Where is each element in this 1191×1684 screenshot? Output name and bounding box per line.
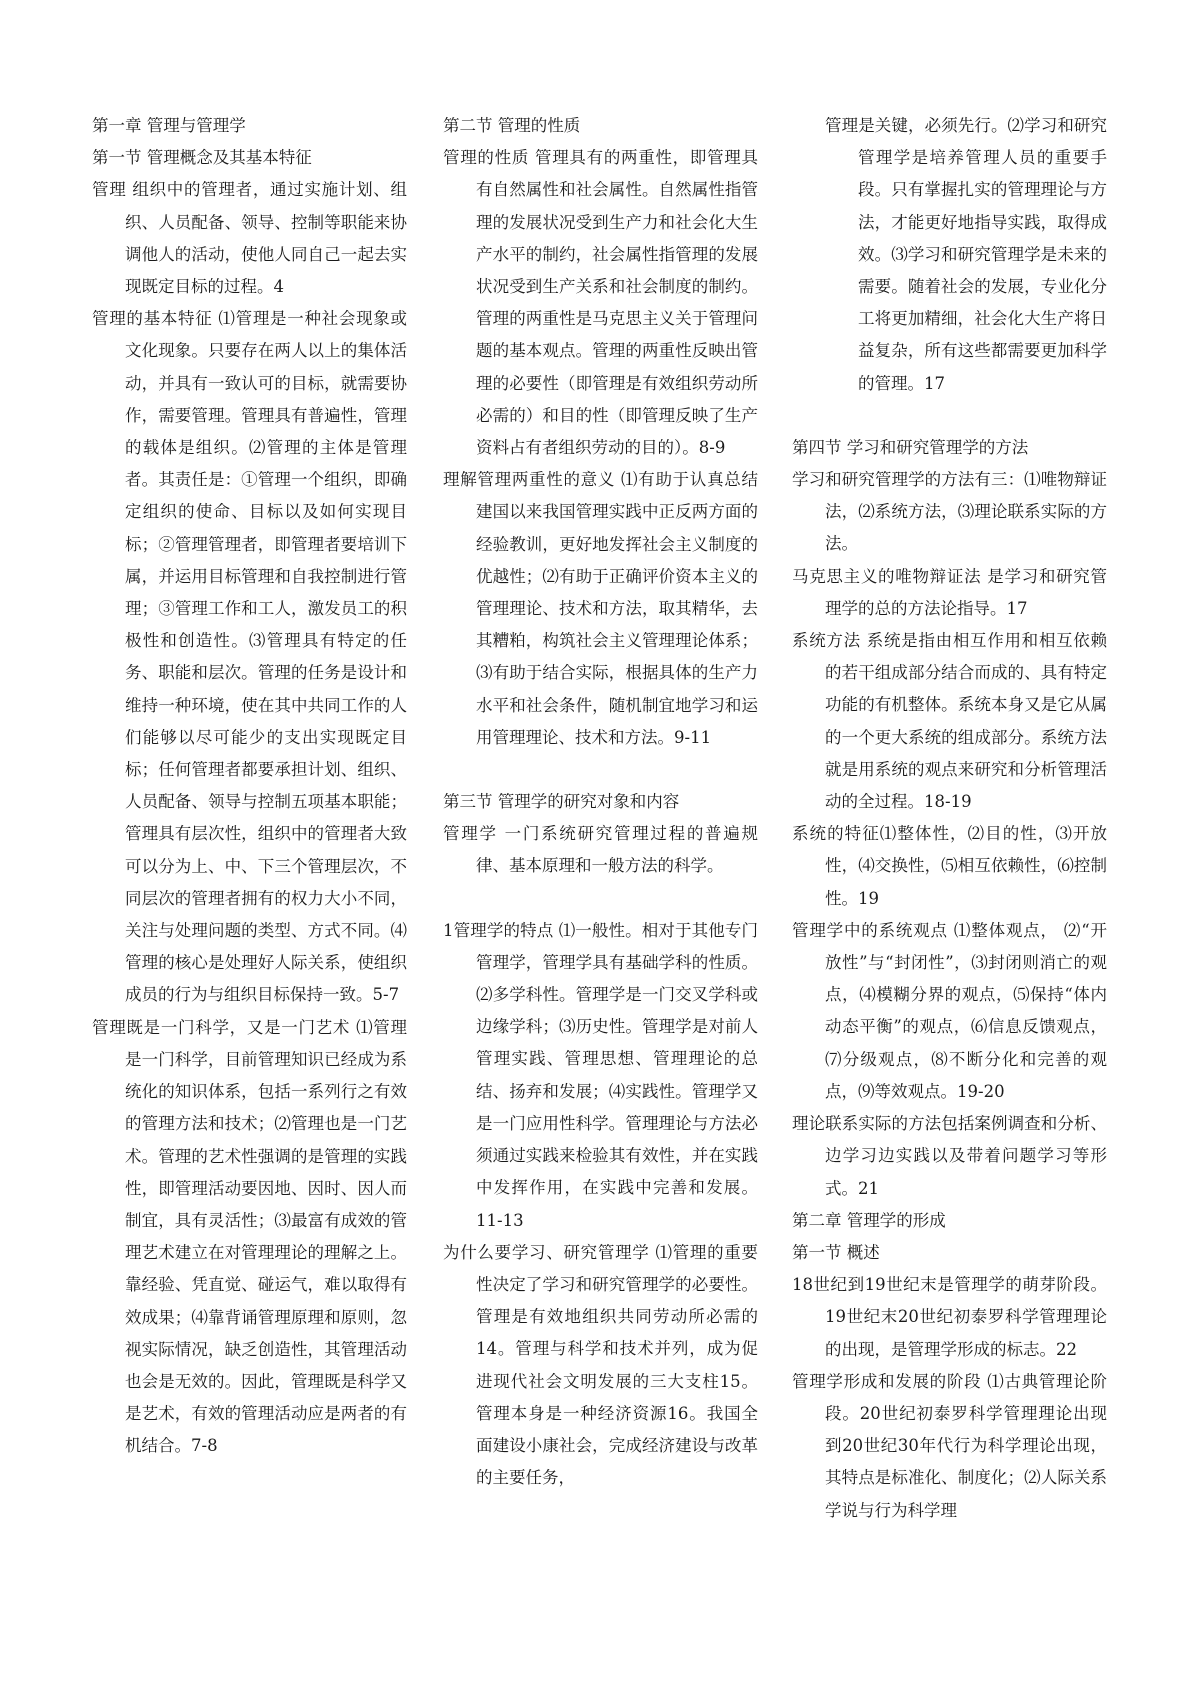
term-entry: 管理的性质 管理具有的两重性，即管理具有自然属性和社会属性。自然属性指管理的发展状况受到生产力和社会化大生产水平的制约，社会属性指管理的发展状况受到生产关系和社会制度的制约。管理的两重性是马克思主义关于管理问题的基本观点。管理的两重性反映出管理的必要性（即管理是有效组织劳动所必需的）和目的性（即管理反映了生产资料占有者组织劳动的目的）。8-9 xyxy=(443,148,758,458)
term-entry: 理论联系实际的方法包括案例调查和分析、边学习边实践以及带着问题学习等形式。21 xyxy=(792,1114,1107,1198)
section-heading: 第二节 管理的性质 xyxy=(443,116,581,135)
section-gap xyxy=(792,400,1107,432)
section-heading: 第一节 概述 xyxy=(792,1242,880,1262)
term-entry: 18世纪到19世纪末是管理学的萌芽阶段。19世纪末20世纪初泰罗科学管理理论的出现，是管理学形成的标志。22 xyxy=(792,1275,1107,1359)
term-entry: 管理学中的系统观点 ⑴整体观点， ⑵“开放性”与“封闭性”，⑶封闭则消亡的观点，⑷模糊分界的观点，⑸保持“体内动态平衡”的观点，⑹信息反馈观点，⑺分级观点，⑻不断分化和完善的观点，⑼等效观点。19-20 xyxy=(792,920,1107,1101)
section-gap xyxy=(443,754,758,786)
section-heading: 第四节 学习和研究管理学的方法 xyxy=(792,437,1029,457)
term-entry: 系统的特征⑴整体性，⑵目的性，⑶开放性，⑷交换性，⑸相互依赖性，⑹控制性。19 xyxy=(792,824,1107,908)
section-heading: 第一章 管理与管理学 xyxy=(92,116,246,135)
term-entry: 管理 组织中的管理者，通过实施计划、组织、人员配备、领导、控制等职能来协调他人的活动，使他人同自己一起去实现既定目标的过程。4 xyxy=(92,180,407,297)
section-heading: 第一节 管理概念及其基本特征 xyxy=(92,148,312,168)
term-entry: 系统方法 系统是指由相互作用和相互依赖的若干组成部分结合而成的、具有特定功能的有机整体。系统本身又是它从属的一个更大系统的组成部分。系统方法就是用系统的观点来研究和分析管理活动的全过程。18-19 xyxy=(792,631,1107,812)
section-gap xyxy=(443,883,758,915)
term-entry: 管理既是一门科学，又是一门艺术 ⑴管理是一门科学，目前管理知识已经成为系统化的知识体系，包括一系列行之有效的管理方法和技术；⑵管理也是一门艺术。管理的艺术性强调的是管理的实践性，即管理活动要因地、因时、因人而制宜，具有灵活性；⑶最富有成效的管理艺术建立在对管理理论的理解之上。靠经验、凭直觉、碰运气，难以取得有效成果；⑷靠背诵管理原理和原则，忽视实际情况，缺乏创造性，其管理活动也会是无效的。因此，管理既是科学又是艺术，有效的管理活动应是两者的有机结合。7-8 xyxy=(92,1017,407,1456)
section-heading: 第三节 管理学的研究对象和内容 xyxy=(443,792,680,812)
term-entry: 为什么要学习、研究管理学 ⑴管理的重要性决定了学习和研究管理学的必要性。管理是有效地组织共同劳动所必需的14。管理与科学和技术并列，成为促进现代社会文明发展的三大支柱15。管理本身是一种经济资源16。我国全面建设小康社会，完成经济建设与改革的主要任务， xyxy=(443,1242,758,1488)
column-1 xyxy=(92,110,407,1463)
term-entry: 学习和研究管理学的方法有三：⑴唯物辩证法，⑵系统方法，⑶理论联系实际的方法。 xyxy=(792,470,1107,554)
continued-text: 管理是关键，必须先行。⑵学习和研究管理学是培养管理人员的重要手段。只有掌握扎实的管理理论与方法，才能更好地指导实践，取得成效。⑶学习和研究管理学是未来的需要。随着社会的发展，专业化分工将更加精细，社会化大生产将日益复杂，所有这些都需要更加科学的管理。17 xyxy=(825,116,1107,393)
term-entry: 管理学形成和发展的阶段 ⑴古典管理论阶段。20世纪初泰罗科学管理理论出现到20世纪30年代行为科学理论出现，其特点是标准化、制度化；⑵人际关系学说与行为科学理 xyxy=(792,1371,1107,1520)
term-entry: 管理的基本特征 ⑴管理是一种社会现象或文化现象。只要存在两人以上的集体活动，并具有一致认可的目标，就需要协作，需要管理。管理具有普遍性，管理的载体是组织。⑵管理的主体是管理者。其责任是：①管理一个组织，即确定组织的使命、目标以及如何实现目标；②管理管理者，即管理者要培训下属，并运用目标管理和自我控制进行管理；③管理工作和工人，激发员工的积极性和创造性。⑶管理具有特定的任务、职能和层次。管理的任务是设计和维持一种环境，使在其中共同工作的人们能够以尽可能少的支出实现既定目标；任何管理者都要承担计划、组织、人员配备、领导与控制五项基本职能；管理具有层次性，组织中的管理者大致可以分为上、中、下三个管理层次，不同层次的管理者拥有的权力大小不同，关注与处理问题的类型、方式不同。⑷管理的核心是处理好人际关系，使组织成员的行为与组织目标保持一致。5-7 xyxy=(92,309,407,1005)
column-2 xyxy=(443,110,758,1494)
term-entry: 马克思主义的唯物辩证法 是学习和研究管理学的总的方法论指导。17 xyxy=(792,566,1107,618)
column-3 xyxy=(792,110,1107,1527)
section-heading: 第二章 管理学的形成 xyxy=(792,1210,946,1230)
term-entry: 理解管理两重性的意义 ⑴有助于认真总结建国以来我国管理实践中正反两方面的经验教训，更好地发挥社会主义制度的优越性；⑵有助于正确评价资本主义的管理理论、技术和方法，取其精华，去其糟粕，构筑社会主义管理理论体系；⑶有助于结合实际，根据具体的生产力水平和社会条件，随机制宜地学习和运用管理理论、技术和方法。9-11 xyxy=(443,470,758,747)
term-entry: 1管理学的特点 ⑴一般性。相对于其他专门管理学，管理学具有基础学科的性质。⑵多学科性。管理学是一门交叉学科或边缘学科；⑶历史性。管理学是对前人管理实践、管理思想、管理理论的总结、扬弃和发展；⑷实践性。管理学又是一门应用性科学。管理理论与方法必须通过实践来检验其有效性，并在实践中发挥作用，在实践中完善和发展。11-13 xyxy=(443,920,758,1230)
term-entry: 管理学 一门系统研究管理过程的普遍规律、基本原理和一般方法的科学。 xyxy=(443,824,758,876)
